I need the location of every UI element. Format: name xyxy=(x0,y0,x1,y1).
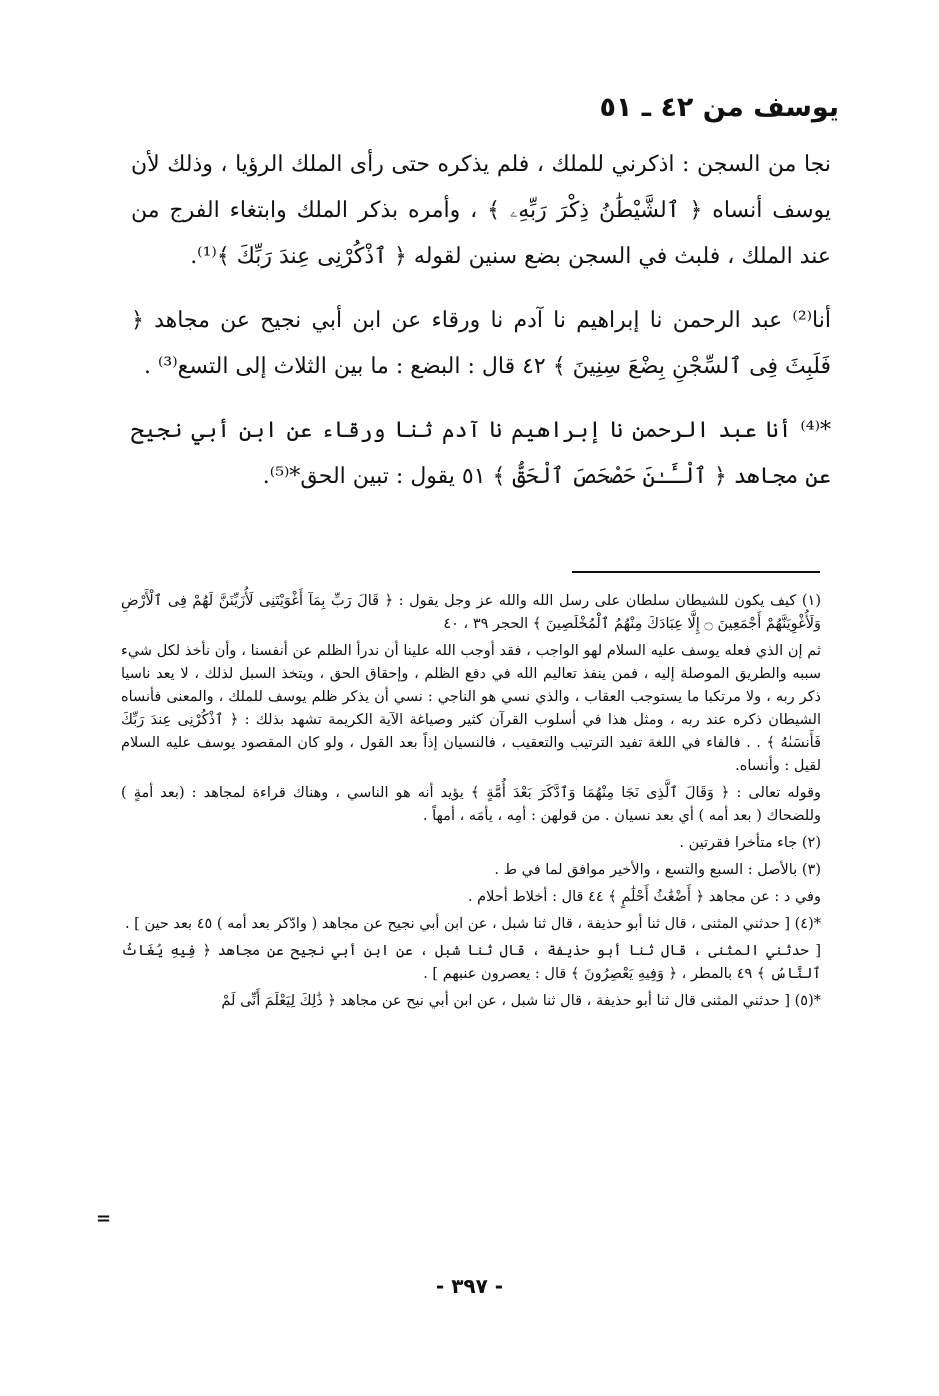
footnote: (١) كيف يكون للشيطان سلطان على رسل الله والله عز وجل يقول : ﴿ قَالَ رَبِّ بِمَآ أَغْوَيْتَنِى لَأُزَيِّنَنَّ لَهُمْ فِى ٱلْأَرْضِ وَلَأُغْوِيَنَّهُمْ أَجْمَعِينَ ۝ إِلَّا عِبَادَكَ مِنْهُمُ ٱلْمُخْلَصِينَ ﴾ الحجر ٣٩ ، ٤٠ xyxy=(121,593,822,632)
footnote: *(٥) [ حدثني المثنى قال ثنا أبو حذيفة ، قال ثنا شبل ، عن ابن أبي نيح عن مجاهد ﴿ ذَٰلِكَ لِيَعْلَمَ أَنِّى لَمْ xyxy=(221,993,821,1009)
footnote-divider xyxy=(572,571,820,573)
paragraph: نجا من السجن : اذكرني للملك ، فلم يذكره حتى رأى الملك الرؤيا ، وذلك لأن يوسف أنساه ﴿ ٱلشَّيْطَٰنُ ذِكْرَ رَبِّهِۦ ﴾ ، وأمره بذكر الملك وابتغاء الفرج من عند الملك ، فلبث في السجن بضع سنين لقوله ﴿ ٱذْكُرْنِى عِندَ رَبِّكَ ﴾⁽¹⁾. xyxy=(131,152,831,269)
footnote: [ حدثني المثنى ، قال ثنا أبو حذيفة ، قال ثنا شبل ، عن ابن أبي نجيح عن مجاهد ﴿ فِيهِ يُغَاثُ ٱلنَّاسُ ﴾ ٤٩ بالمطر ، ﴿ وَفِيهِ يَعْصِرُونَ ﴾ قال : يعصرون عنبهم ] . xyxy=(121,943,821,982)
footnote: (٢) جاء متأخرا فقرتين . xyxy=(679,835,821,851)
main-text xyxy=(131,142,831,518)
footnotes xyxy=(121,590,821,1017)
page-title: يوسف من ٤٢ ـ ٥١ xyxy=(599,92,839,123)
footnote: وفي د : عن مجاهد ﴿ أَضْغَٰثُ أَحْلَٰمٍ ﴾ ٤٤ قال : أخلاط أحلام . xyxy=(467,889,821,905)
page-number: - ٣٩٧ - xyxy=(435,1274,504,1298)
footnote: (٣) بالأصل : السبع والتسع ، والأخير موافق لما في ط . xyxy=(494,862,821,878)
footnote: وقوله تعالى : ﴿ وَقَالَ ٱلَّذِى نَجَا مِنْهُمَا وَٱدَّكَرَ بَعْدَ أُمَّةٍ ﴾ يؤيد أنه هو الناسي ، وهناك قراءة لمجاهد : (بعد أمةٍ ) وللضحاك ( بعد أمه ) أي بعد نسيان . من قولهن : أمِه ، يأمَه ، أمهاً . xyxy=(121,785,821,824)
paragraph: *⁽⁴⁾ أنا عبد الرحمن نا إبراهيم نا آدم ثنا ورقاء عن ابن أبي نجيح عن مجاهد ﴿ ٱلْـَٔـٰنَ حَصْحَصَ ٱلْحَقُّ ﴾ ٥١ يقول : تبين الحق*⁽⁵⁾. xyxy=(131,418,831,489)
paragraph: أنا⁽²⁾ عبد الرحمن نا إبراهيم نا آدم نا ورقاء عن ابن أبي نجيح عن مجاهد ﴿ فَلَبِثَ فِى ٱلسِّجْنِ بِضْعَ سِنِينَ ﴾ ٤٢ قال : البضع : ما بين الثلاث إلى التسع⁽³⁾ . xyxy=(131,308,831,379)
continuation-mark: = xyxy=(96,1208,112,1229)
footnote: *(٤) [ حدثني المثنى ، قال ثنا أبو حذيفة ، قال ثنا شبل ، عن ابن أبي نجيح عن مجاهد ( وادّكر بعد أمه ) ٤٥ بعد حين ] . xyxy=(124,916,821,932)
footnote: ثم إن الذي فعله يوسف عليه السلام لهو الواجب ، فقد أوجب الله علينا أن ندرأ الظلم عن أنفسنا ، وأن نأخذ لكل شيء سببه والطريق الموصلة إليه ، فمن ينفذ تعاليم الله في دفع الظلم ، وإحقاق الحق ، ويتخذ السبل لذلك ، لا يعد ناسيا ذكر ربه ، ولا مرتكبا ما يستوجب العقاب ، والذي نسي هو الناجي : نسي أن يذكر ظلم يوسف للملك ، والمعنى فأنساه الشيطان ذكره عند ربه ، ومثل هذا في أسلوب القرآن كثير وصياغة الآية الكريمة تشهد بذلك : ﴿ ٱذْكُرْنِى عِندَ رَبِّكَ فَأَنسَىٰهُ ﴾ . . فالفاء في اللغة تفيد الترتيب والتعقيب ، فالنسيان إذاً بعد القول ، ولو كان المقصود يوسف عليه السلام لقيل : وأنساه. xyxy=(121,643,821,774)
page-header xyxy=(99,92,839,123)
